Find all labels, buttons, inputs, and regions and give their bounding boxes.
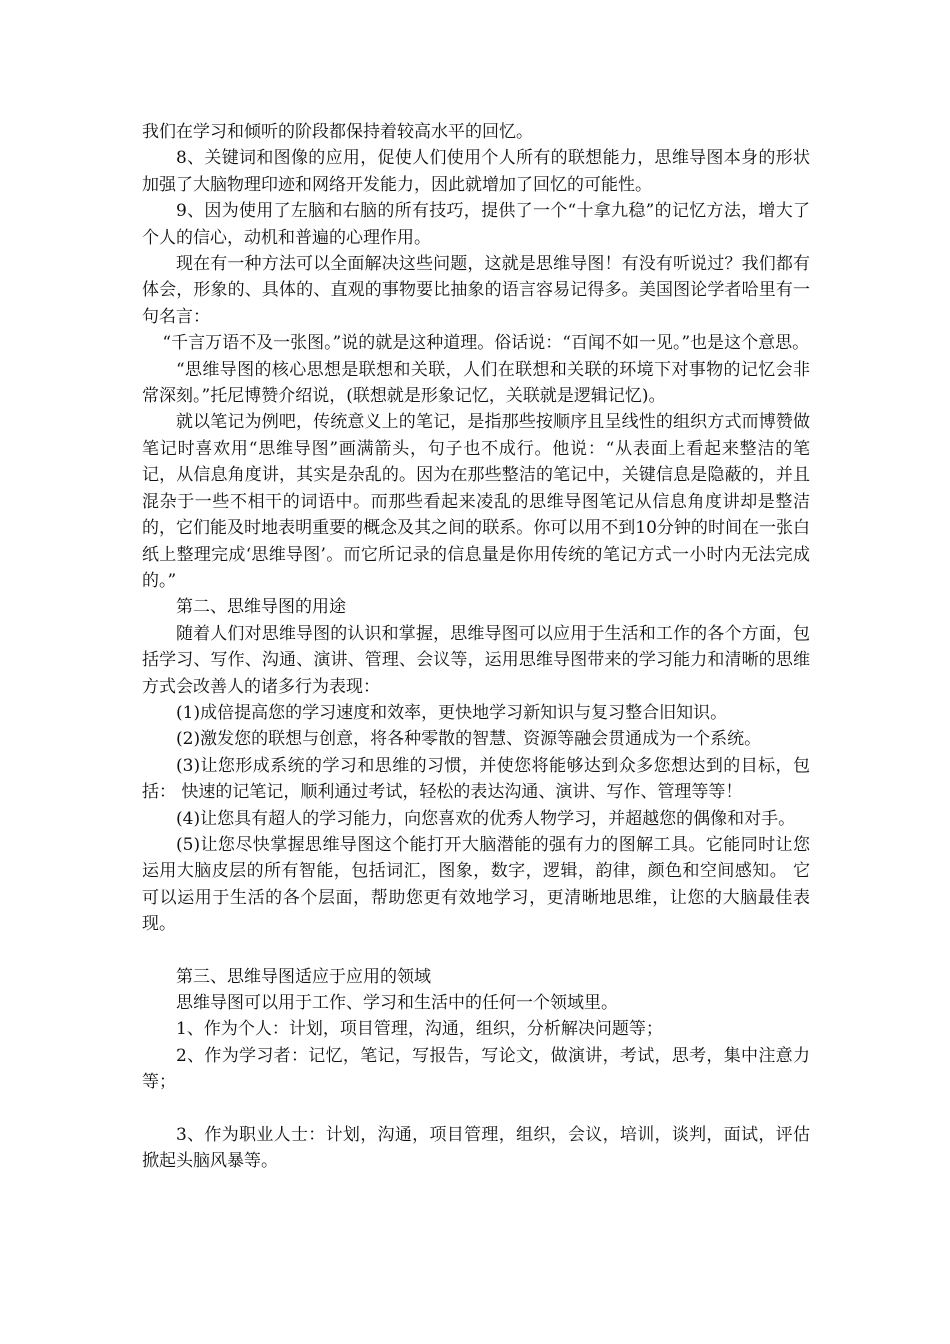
list-item-field-individual: 1、作为个人：计划，项目管理，沟通，组织，分析解决问题等； — [176, 1019, 663, 1040]
paragraph-point-8: 8、关键词和图像的应用，促使人们使用个人所有的联想能力，思维导图本身的形状加强了大脑物理印迹和网络开发能力，因此就增加了回忆的可能性。 — [142, 148, 810, 195]
list-item-benefit-1: (1)成倍提高您的学习速度和效率，更快地学习新知识与复习整合旧知识。 — [176, 702, 728, 723]
list-item-benefit-4: (4)让您具有超人的学习能力，向您喜欢的优秀人物学习，并超越您的偶像和对手。 — [176, 808, 796, 829]
paragraph-uses-intro: 随着人们对思维导图的认识和掌握，思维导图可以应用于生活和工作的各个方面，包括学习、写作、沟通、演讲、管理、会议等，运用思维导图带来的学习能力和清晰的思维方式会改善人的诸多行为表现： — [142, 623, 810, 697]
blank-line — [142, 1096, 810, 1122]
document-page — [142, 119, 810, 1174]
paragraph-point-9: 9、因为使用了左脑和右脑的所有技巧，提供了一个“十拿九稳”的记忆方法，增大了个人的信心，动机和普遍的心理作用。 — [142, 201, 810, 248]
paragraph-notes-example: 就以笔记为例吧，传统意义上的笔记，是指那些按顺序且呈线性的组织方式而博赞做笔记时喜欢用“思维导图”画满箭头，句子也不成行。他说：“从表面上看起来整洁的笔记，从信息角度讲，其实是杂乱的。因为在那些整洁的笔记中，关键信息是隐蔽的，并且混杂于一些不相干的词语中。而那些看起来凌乱的思维导图笔记从信息角度讲却是整洁的，它们能及时地表明重要的概念及其之间的联系。你可以用不到10分钟的时间在一张白纸上整理完成‘思维导图’。而它所记录的信息量是你用传统的笔记方式一小时内无法完成的。” — [142, 412, 810, 591]
paragraph-fields-intro: 思维导图可以用于工作、学习和生活中的任何一个领域里。 — [176, 993, 618, 1013]
section-heading-uses: 第二、思维导图的用途 — [176, 597, 346, 618]
blank-line — [142, 938, 810, 964]
list-item-field-professional: 3、作为职业人士：计划，沟通，项目管理，组织，会议，培训，谈判，面试，评估掀起头脑风暴等。 — [142, 1124, 810, 1172]
paragraph-core-idea: “思维导图的核心思想是联想和关联，人们在联想和关联的环境下对事物的记忆会非常深刻。”托尼博赞介绍说，(联想就是形象记忆，关联就是逻辑记忆)。 — [142, 359, 810, 407]
section-heading-fields: 第三、思维导图适应于应用的领域 — [176, 966, 431, 987]
paragraph-intro-mindmap: 现在有一种方法可以全面解决这些问题，这就是思维导图！有没有听说过？我们都有体会，形象的、具体的、直观的事物要比抽象的语言容易记得多。美国图论学者哈里有一句名言： — [142, 254, 810, 327]
list-item-benefit-3: (3)让您形成系统的学习和思维的习惯，并使您将能够达到众多您想达到的目标，包括： 快速的记笔记，顺利通过考试，轻松的表达沟通、演讲、写作、管理等等！ — [142, 755, 810, 803]
paragraph-recall-continuation: 我们在学习和倾听的阶段都保持着较高水平的回忆。 — [142, 122, 533, 142]
paragraph-quote-picture: “千言万语不及一张图。”说的就是这种道理。俗话说：“百闻不如一见。”也是这个意思。 — [162, 333, 810, 354]
list-item-field-learner: 2、作为学习者：记忆，笔记，写报告，写论文，做演讲，考试，思考，集中注意力等； — [142, 1045, 810, 1093]
list-item-benefit-2: (2)激发您的联想与创意，将各种零散的智慧、资源等融会贯通成为一个系统。 — [176, 729, 762, 750]
list-item-benefit-5: (5)让您尽快掌握思维导图这个能打开大脑潜能的强有力的图解工具。它能同时让您运用大脑皮层的所有智能，包括词汇，图象，数字，逻辑，韵律，颜色和空间感知。 它可以运用于生活的各个层面，帮助您更有效地学习，更清晰地思维，让您的大脑最佳表现。 — [142, 834, 810, 935]
